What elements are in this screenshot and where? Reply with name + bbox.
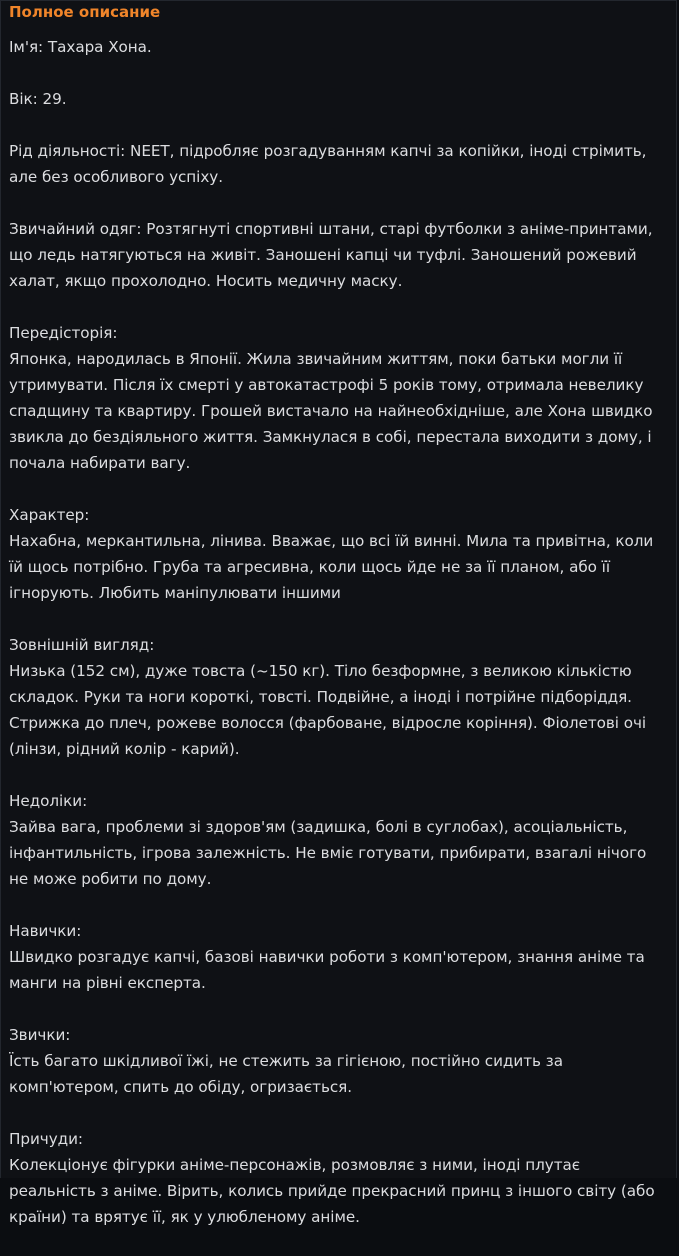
- section-backstory: [9, 320, 664, 476]
- section-title: Звички:: [9, 1026, 71, 1044]
- field-occupation: Рід діяльності: NEET, підробляє розгадуванням капчі за копійки, іноді стрімить, але без особливого успіху.: [9, 142, 647, 186]
- section-text: Колекціонує фігурки аніме-персонажів, розмовляє з ними, іноді плутає реальність з аніме. Вірить, колись прийде прекрасний принц з іншого світу (або країни) та врятує її, як у улюбленому аніме.: [9, 1156, 655, 1226]
- section-text: Швидко розгадує капчі, базові навички роботи з комп'ютером, знання аніме та манги на рівні експерта.: [9, 948, 645, 992]
- section-text: Зайва вага, проблеми зі здоров'ям (задишка, болі в суглобах), асоціальність, інфантильність, ігрова залежність. Не вміє готувати, прибирати, взагалі нічого не може робити по дому.: [9, 818, 647, 888]
- field-name: Ім'я: Тахара Хона.: [9, 38, 152, 56]
- description-text: [9, 34, 664, 1256]
- section-text: Японка, народилась в Японії. Жила звичайним життям, поки батьки могли її утримувати. Після їх смерті у автокатастрофі 5 років тому, отримала невелику спадщину та квартиру. Грошей вистачало на найнеобхідніше, але Хона швидко звикла до бездіяльного життя. Замкнулася в собі, перестала виходити з дому, і почала набирати вагу.: [9, 350, 653, 472]
- panel-heading: Полное описание: [9, 3, 161, 21]
- section-title: Зовнішній вигляд:: [9, 636, 155, 654]
- section-title: Характер:: [9, 506, 90, 524]
- section-quirks: [9, 1126, 664, 1230]
- section-title: Причуди:: [9, 1130, 83, 1148]
- section-habits: [9, 1022, 664, 1100]
- field-clothing: Звичайний одяг: Розтягнуті спортивні штани, старі футболки з аніме-принтами, що ледь натягуються на живіт. Заношені капці чи туфлі. Заношений рожевий халат, якщо прохолодно. Носить медичну маску.: [9, 220, 653, 290]
- section-appearance: [9, 632, 664, 762]
- section-skills: [9, 918, 664, 996]
- field-age: Вік: 29.: [9, 90, 67, 108]
- section-flaws: [9, 788, 664, 892]
- section-character: [9, 502, 664, 606]
- section-text: Низька (152 см), дуже товста (~150 кг). Тіло безформне, з великою кількістю складок. Руки та ноги короткі, товсті. Подвійне, а іноді і потрійне підборіддя. Стрижка до плеч, рожеве волосся (фарбоване, відросле коріння). Фіолетові очі (лінзи, рідний колір - карий).: [9, 662, 647, 758]
- section-title: Передісторія:: [9, 324, 118, 342]
- section-title: Недоліки:: [9, 792, 88, 810]
- section-text: Їсть багато шкідливої їжі, не стежить за гігієною, постійно сидить за комп'ютером, спить до обіду, огризається.: [9, 1052, 563, 1096]
- section-text: Нахабна, меркантильна, лінива. Вважає, що всі їй винні. Мила та привітна, коли їй щось потрібно. Груба та агресивна, коли щось йде не за її планом, або її ігнорують. Любить маніпулювати іншими: [9, 532, 654, 602]
- section-title: Навички:: [9, 922, 82, 940]
